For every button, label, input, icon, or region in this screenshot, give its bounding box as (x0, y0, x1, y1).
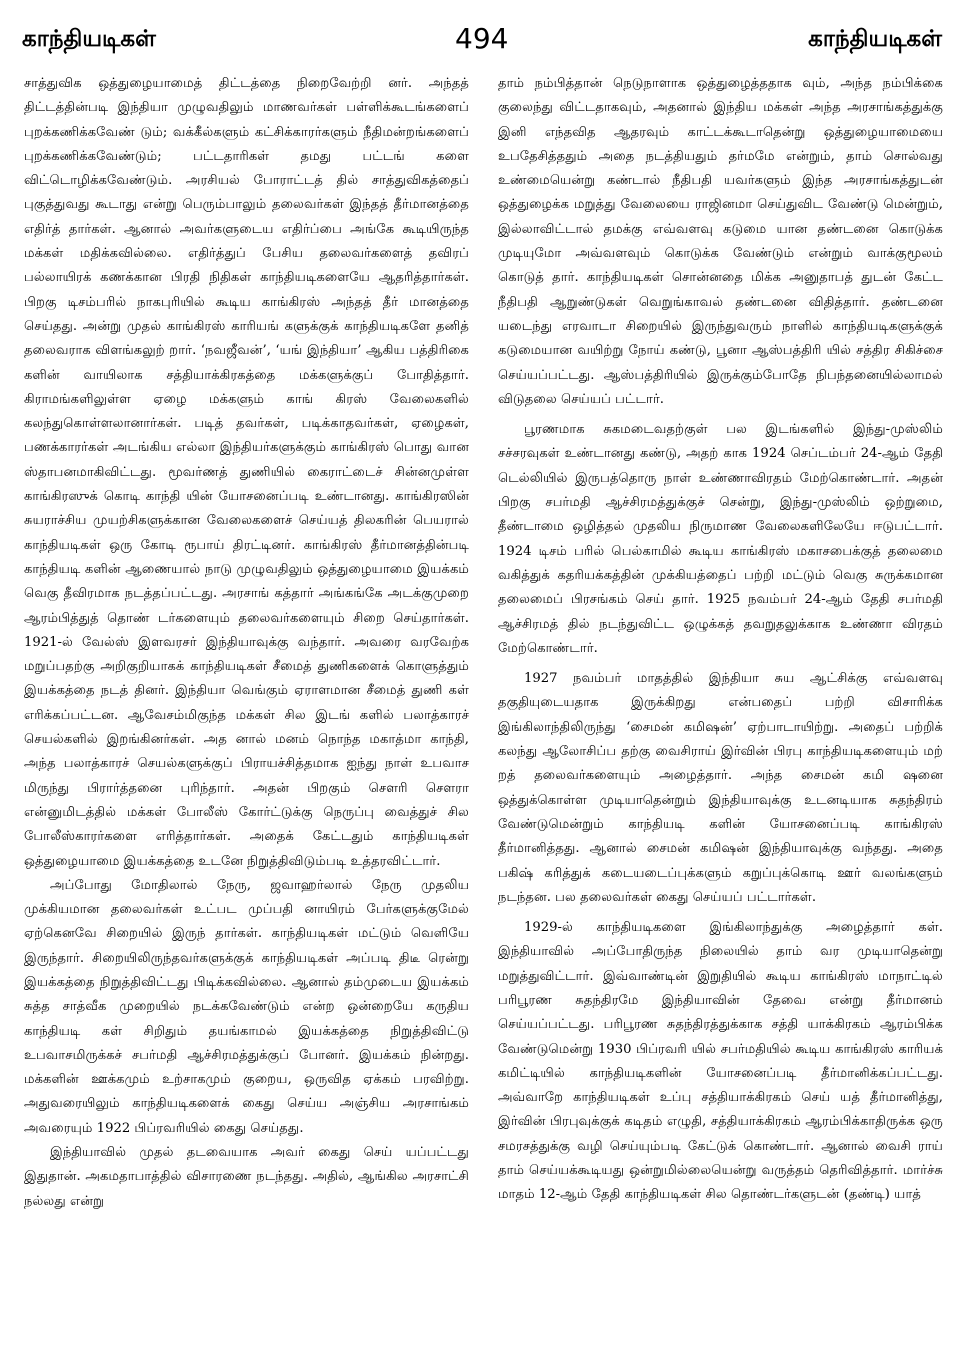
page-number: 494 (455, 22, 509, 55)
left-column (24, 72, 469, 1214)
running-title-right: காந்தியடிகள் (808, 26, 942, 52)
paragraph: பூரணமாக சுகமடைவதற்குள் பல இடங்களில் இந்து-முஸ்லிம் சச்சரவுகள் உண்டானது கண்டு, அதற் காக 1924 செப்டம்பர் 24-ஆம் தேதி டெல்லியில் இருபத்தொரு நாள் உண்ணாவிரதம் மேற்கொண்டார். அதன் பிறகு சபர்மதி ஆச்சிரமத்துக்குச் சென்று, இந்து-முஸ்லிம் ஒற்றுமை, தீண்டாமை ஒழித்தல் முதலிய நிருமாண வேலைகளிலேயே ஈடுபட்டார். 1924 டிசம் பரில் பெல்காமில் கூடிய காங்கிரஸ் மகாசபைக்குத் தலைமை வகித்துக் கதரியக்கத்தின் முக்கியத்தைப் பற்றி மட்டும் வெகு சுருக்கமான தலைமைப் பிரசங்கம் செய் தார். 1925 நவம்பர் 24-ஆம் தேதி சபர்மதி ஆச்சிரமத் தில் நடந்துவிட்ட ஒழுக்கத் தவறுதலுக்காக உண்ணா விரதம் மேற்கொண்டார். (498, 422, 943, 656)
paragraph: தாம் நம்பித்தான் நெடுநாளாக ஒத்துழைத்ததாக வும், அந்த நம்பிக்கை குலைந்து விட்டதாகவும், அதனால் இந்திய மக்கள் அந்த அரசாங்கத்துக்கு இனி எந்தவித ஆதரவும் காட்டக்கூடாதென்று ஒத்துழையாமையை உபதேசித்ததும் அதை நடத்தியதும் தர்மமே என்றும், தாம் சொல்வது உண்மையென்று கண்டால் நீதிபதி யவர்களும் இந்த அரசாங்கத்துடன் ஒத்துழைக்க மறுத்து வேலையை ராஜினமா செய்துவிட வேண்டு மென்றும், இல்லாவிட்டால் தமக்கு எவ்வளவு கடுமை யான தண்டனை கொடுக்க முடியுமோ அவ்வளவும் கொடுக்க வேண்டும் என்றும் வாக்குமூலம் கொடுத் தார். காந்தியடிகள் சொன்னதை மிக்க அனுதாபத் துடன் கேட்ட நீதிபதி ஆறுண்டுகள் வெறுங்காவல் தண்டனை விதித்தார். தண்டனை யடைந்து எரவாடா சிறையில் இருந்துவரும் நாளில் காந்தியடிகளுக்குக் கடுமையான வயிற்று நோய் கண்டு, பூனா ஆஸ்பத்திரி யில் சத்திர சிகிச்சை செய்யப்பட்டது. ஆஸ்பத்திரியில் இருக்கும்போதே நிபந்தனையில்லாமல் விடுதலை செய்யப் பட்டார். (498, 76, 943, 407)
paragraph: 1927 நவம்பர் மாதத்தில் இந்தியா சுய ஆட்சிக்கு எவ்வளவு தகுதியுடையதாக இருக்கிறது என்பதைப் பற்றி விசாரிக்க இங்கிலாந்திலிருந்து ‘சைமன் கமிஷன்’ ஏற்பாடாயிற்று. அதைப் பற்றிக் கலந்து ஆலோசிப்ப தற்கு வைசிராய் இர்வின் பிரபு காந்தியடிகளையும் மற் றத் தலைவர்களையும் அழைத்தார். அந்த சைமன் கமி ஷனை ஒத்துக்கொள்ள முடியாதென்றும் இந்தியாவுக்கு உடனடியாக சுதந்திரம் வேண்டுமென்றும் காந்தியடி களின் யோசனைப்படி காங்கிரஸ் தீர்மானித்தது. ஆனால் சைமன் கமிஷன் இந்தியாவுக்கு வந்தது. அதை பகிஷ் கரித்துக் கடையடைப்புக்களும் கறுப்புக்கொடி ஊர் வலங்களும் நடந்தன. பல தலைவர்கள் கைது செய்யப் பட்டார்கள். (498, 671, 943, 905)
page-header (0, 22, 966, 62)
paragraph: சாத்துவிக ஒத்துழையாமைத் திட்டத்தை நிறைவேற்றி னர். அந்தத் திட்டத்தின்படி இந்தியா முழுவதிலும் மாணவர்கள் பள்ளிக்கூடங்களைப் புறக்கணிக்கவேண் டும்; வக்கீல்களும் கட்சிக்காரர்களும் நீதிமன்றங்களைப் புறக்கணிக்கவேண்டும்; பட்டதாரிகள் தமது பட்டங் களை விட்டொழிக்கவேண்டும். அரசியல் போராட்டத் தில் சாத்துவிகத்தைப் புகுத்துவது கூடாது என்று பெரும்பாலும் தலைவர்கள் இந்தத் தீர்மானத்தை எதிர்த் தார்கள். ஆனால் அவர்களுடைய எதிர்ப்பை அங்கே கூடியிருந்த மக்கள் மதிக்கவில்லை. எதிர்த்துப் பேசிய தலைவர்களைத் தவிரப் பல்லாயிரக் கணக்கான பிரதி நிதிகள் காந்தியடிகளையே ஆதரித்தார்கள். பிறகு டிசம்பரில் நாகபுரியில் கூடிய காங்கிரஸ் அந்தத் தீர் மானத்தை செய்தது. அன்று முதல் காங்கிரஸ் காரியங் களுக்குக் காந்தியடிகளே தனித் தலைவராக விளங்கலுற் றார். ‘நவஜீவன்’, ‘யங் இந்தியா’ ஆகிய பத்திரிகை களின் வாயிலாக சத்தியாக்கிரகத்தை மக்களுக்குப் போதித்தார். கிராமங்களிலுள்ள ஏழை மக்களும் காங் கிரஸ் வேலைகளில் கலந்துகொள்ளலானார்கள். படித் தவர்கள், படிக்காதவர்கள், ஏழைகள், பணக்காரர்கள் அடங்கிய எல்லா இந்தியர்களுக்கும் காங்கிரஸ் பொது வான ஸ்தாபனமாகிவிட்டது. மூவர்ணத் துணியில் கைராட்டைச் சின்னமுள்ள காங்கிரஸுக் கொடி காந்தி யின் யோசனைப்படி உண்டானது. காங்கிரஸின் சுயராச்சிய முயற்சிகளுக்கான வேலைகளைச் செய்யத் திலகரின் பெயரால் காந்தியடிகள் ஒரு கோடி ரூபாய் திரட்டினர். காங்கிரஸ் தீர்மானத்தின்படி காந்தியடி களின் ஆணையால் நாடு முழுவதிலும் ஒத்துழையாமை இயக்கம் வெகு தீவிரமாக நடத்தப்பட்டது. அரசாங் கத்தார் அங்கங்கே அடக்குமுறை ஆரம்பித்துத் தொண் டர்களையும் தலைவர்களையும் சிறை செய்தார்கள். 1921-ல் வேல்ஸ் இளவரசர் இந்தியாவுக்கு வந்தார். அவரை வரவேற்க மறுப்பதற்கு அறிகுறியாகக் காந்தியடிகள் சீமைத் துணிகளைக் கொளுத்தும் இயக்கத்தை நடத் தினர். இந்தியா வெங்கும் ஏராளமான சீமைத் துணி கள் எரிக்கப்பட்டன. ஆவேசம்மிகுந்த மக்கள் சில இடங் களில் பலாத்காரச் செயல்களில் இறங்கினர்கள். அத னால் மனம் நொந்த மகாத்மா காந்தி, அந்த பலாத்காரச் செயல்களுக்குப் பிராயச்சித்தமாக ஐந்து நாள் உபவாச மிருந்து பிரார்த்தனை புரிந்தார். அதன் பிறகும் சௌரி சௌரா என்னுமிடத்தில் மக்கள் போலீஸ் கோர்ட்டுக்கு நெருப்பு வைத்துச் சில போலீஸ்காரர்களை எரித்தார்கள். அதைக் கேட்டதும் காந்தியடிகள் ஒத்துழையாமை இயக்கத்தை உடனே நிறுத்திவிடும்படி உத்தரவிட்டார். (24, 76, 469, 869)
paragraph: இந்தியாவில் முதல் தடவையாக அவர் கைது செய் யப்பட்டது இதுதான். அகமதாபாத்தில் விசாரணை நடந்தது. அதில், ஆங்கில அரசாட்சி நல்லது என்று (24, 1145, 469, 1209)
right-column (498, 72, 943, 1208)
running-title-left: காந்தியடிகள் (22, 26, 156, 52)
paragraph: 1929-ல் காந்தியடிகளை இங்கிலாந்துக்கு அழைத்தார் கள். இந்தியாவில் அப்போதிருந்த நிலையில் தாம் வர முடியாதென்று மறுத்துவிட்டார். இவ்வாண்டின் இறுதியில் கூடிய காங்கிரஸ் மாநாட்டில் பரிபூரண சுதந்திரமே இந்தியாவின் தேவை என்று தீர்மானம் செய்யப்பட்டது. பரிபூரண சுதந்திரத்துக்காக சத்தி யாக்கிரகம் ஆரம்பிக்க வேண்டுமென்று 1930 பிப்ரவரி யில் சபர்மதியில் கூடிய காங்கிரஸ் காரியக் கமிட்டியில் காந்தியடிகளின் யோசனைப்படி தீர்மானிக்கப்பட்டது. அவ்வாறே காந்தியடிகள் உப்பு சத்தியாக்கிரகம் செய் யத் தீர்மானித்து, இர்வின் பிரபுவுக்குக் கடிதம் எழுதி, சத்தியாக்கிரகம் ஆரம்பிக்காதிருக்க ஒரு சமரசத்துக்கு வழி செய்யும்படி கேட்டுக் கொண்டார். ஆனால் வைசி ராய் தாம் செய்யக்கூடியது ஒன்றுமில்லையென்று வருத்தம் தெரிவித்தார். மார்ச்சு மாதம் 12-ஆம் தேதி காந்தியடிகள் சில தொண்டர்களுடன் (தண்டி) யாத் (498, 920, 943, 1203)
paragraph: அப்போது மோதிலால் நேரு, ஜவாஹர்லால் நேரு முதலிய முக்கியமான தலைவர்கள் உட்பட முப்பதி னாயிரம் பேர்களுக்குமேல் ஏற்கெனவே சிறையில் இருந் தார்கள். காந்தியடிகள் மட்டும் வெளியே இருந்தார். சிறையிலிருந்தவர்களுக்குக் காந்தியடிகள் அப்படி திடீ ரென்று இயக்கத்தை நிறுத்திவிட்டது பிடிக்கவில்லை. ஆனால் தம்முடைய இயக்கம் சுத்த சாத்வீக முறையில் நடக்கவேண்டும் என்ற ஒன்றையே கருதிய காந்தியடி கள் சிறிதும் தயங்காமல் இயக்கத்தை நிறுத்திவிட்டு உபவாசமிருக்கச் சபர்மதி ஆச்சிரமத்துக்குப் போனர். இயக்கம் நின்றது. மக்களின் ஊக்கமும் உற்சாகமும் குறைய, ஒருவித ஏக்கம் பரவிற்று. அதுவரையிலும் காந்தியடிகளைக் கைது செய்ய அஞ்சிய அரசாங்கம் அவரையும் 1922 பிப்ரவரியில் கைது செய்தது. (24, 877, 469, 1136)
